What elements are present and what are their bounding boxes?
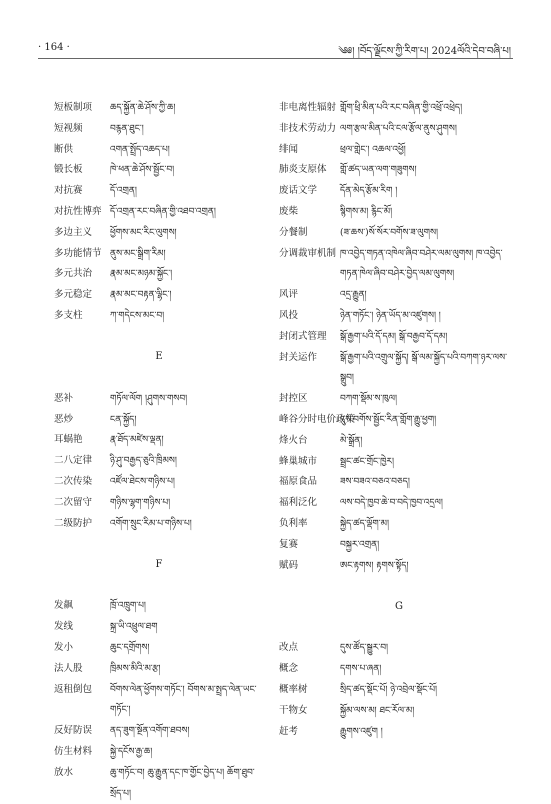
- chinese-term: 恶炒: [54, 413, 74, 425]
- glossary-entry: [54, 264, 264, 285]
- header-rule: [38, 58, 513, 59]
- chinese-term: 反好防误: [54, 725, 93, 737]
- glossary-entry: [54, 140, 264, 161]
- glossary-entry: [54, 285, 264, 306]
- tibetan-translation: སྐྱོམ་ལས་མ། ཐང་རོལ་མ།: [340, 705, 415, 716]
- tibetan-translation: རྣམ་མང་བརྟན་ལྷིང་།: [110, 290, 172, 301]
- tibetan-translation: ཆུང་དགྲོགས།: [110, 642, 150, 653]
- tibetan-translation: གཏོལ་ལོག །ཤུགས་གསབ།: [110, 393, 188, 404]
- chinese-term: 短视频: [54, 122, 83, 134]
- tibetan-translation: ཀ་གདེངས་མང་བ།: [110, 310, 165, 321]
- chinese-term: 概念: [279, 663, 299, 675]
- tibetan-translation: དོན་མེད་རྩོམ་རིག །: [340, 186, 398, 197]
- chinese-term: 峰谷分时电价政策: [279, 413, 356, 425]
- tibetan-translation: སྒོ་རྒྱག་པའི་འགྲུལ་སྐྱོད། སྒོ་ལམ་སྐྱོད་པའི་བཀག་ཉར་ལས་སྒྲུབ།: [340, 352, 507, 384]
- glossary-entry: [54, 763, 264, 804]
- glossary-entry: [279, 223, 519, 244]
- chinese-term: 二八定律: [54, 455, 93, 467]
- glossary-entry: [279, 452, 519, 473]
- tibetan-translation: འདྲ་རྒྱུན།: [340, 290, 367, 301]
- chinese-term: 赋码: [279, 559, 299, 571]
- glossary-entry: [54, 223, 264, 244]
- chinese-term: 仿生材料: [54, 745, 93, 757]
- glossary-entry: [279, 285, 519, 306]
- tibetan-translation: དོ་འགྲན་རང་བཞིན་གྱི་འཐབ་འགྲན།: [110, 206, 216, 217]
- glossary-entry: [54, 742, 264, 763]
- glossary-entry: [279, 306, 519, 327]
- glossary-entry: [279, 140, 519, 161]
- glossary-entry: [279, 472, 519, 493]
- chinese-term: 分调裁审机制: [279, 247, 337, 259]
- tibetan-translation: རྣམ་མང་མཉམ་སྐྱོང་།: [110, 269, 173, 280]
- glossary-entry: [279, 202, 519, 223]
- tibetan-translation: ཁ་འབྱེད་གཏན་འཁེལ་ཞིབ་བཤེར་ལམ་ལུགས། ཁ་འབྱེད་གཏན་ཁེལ་ཞིབ་བཤེར་བྱེད་ལམ་ལུགས།: [340, 248, 503, 280]
- tibetan-translation: ཕྲལ་གླེང་། འཆལ་འཕྱོ།: [340, 144, 406, 155]
- chinese-term: 二级防护: [54, 517, 93, 529]
- glossary-entry: [54, 659, 264, 680]
- glossary-entry: [279, 722, 519, 743]
- chinese-term: 概率树: [279, 683, 308, 695]
- tibetan-translation: རྣ་ཐོད་མཛེས་ལྡན།: [110, 435, 164, 446]
- tibetan-translation: སྲིད་ཚད་སྡོང་པོ། ཉེ་འབྲེལ་སྡོང་པོ།: [340, 684, 437, 695]
- glossary-entry: [54, 596, 264, 617]
- tibetan-translation: ནད་ཟུག་སྔོན་འགོག་ཐབས།: [110, 726, 190, 737]
- chinese-term: 非电离性辐射: [279, 102, 337, 113]
- chinese-term: 发小: [54, 641, 74, 653]
- chinese-term: 复赛: [279, 538, 299, 550]
- chinese-term: 发飙: [54, 600, 74, 612]
- glossary-entry: [54, 721, 264, 742]
- tibetan-translation: ལག་རྩལ་མིན་པའི་ངལ་རྩོལ་ནུས་ཤུགས།: [340, 123, 457, 134]
- glossary-entry: [54, 680, 264, 722]
- chinese-term: 放水: [54, 766, 74, 778]
- section-letter: G: [395, 600, 403, 612]
- glossary-entry: [54, 160, 264, 181]
- chinese-term: 短板制项: [54, 102, 93, 113]
- chinese-term: 多支柱: [54, 309, 83, 321]
- chinese-term: 锻长板: [54, 164, 83, 176]
- glossary-entry: [279, 556, 519, 577]
- chinese-term: 风评: [279, 289, 299, 301]
- chinese-term: 废柴: [279, 205, 299, 217]
- tibetan-translation: མེ་སྒྲོན།: [340, 435, 363, 446]
- glossary-entry: [54, 617, 264, 638]
- chinese-term: 废话文学: [279, 185, 318, 197]
- tibetan-translation: འགན་སྤྲོད་འཆད་པ།: [110, 144, 170, 155]
- tibetan-translation: གློ་ཚད་ཡན་ལག་གཟུགས།: [340, 165, 417, 176]
- chinese-term: 封闭式管理: [279, 330, 327, 342]
- tibetan-translation: ཨང་རྟགས། རྟགས་སྟོད།: [340, 560, 409, 571]
- chinese-term: 对抗赛: [54, 185, 83, 197]
- glossary-entry: [54, 410, 264, 431]
- page-number: · 164 ·: [38, 42, 70, 53]
- tibetan-translation: ཆད་སྐྱོན་ཆེ་ཤོས་ཀྱི་ཆ།: [110, 103, 176, 113]
- chinese-term: 分餐制: [279, 226, 308, 238]
- glossary-entry: [54, 389, 264, 410]
- tibetan-translation: བརྙན་ཐུང་།: [110, 123, 144, 134]
- glossary-entry: [279, 160, 519, 181]
- glossary-entry: [54, 451, 264, 472]
- chinese-term: 多边主义: [54, 226, 93, 238]
- glossary-entry: [279, 535, 519, 556]
- tibetan-translation: སྦྲང་ཚང་གྲོང་ཁྱེར།: [340, 456, 394, 467]
- glossary-entry: [54, 638, 264, 659]
- glossary-entry: [279, 98, 519, 119]
- tibetan-translation: དོ་འགྲན།: [110, 186, 137, 197]
- running-head: ༄༅། །བོད་ལྗོངས་ཀྱི་རིག་པ། 2024ལོའི་དེབ་བཞི་པ།: [338, 46, 511, 57]
- tibetan-translation: ལས་བདེ་ཁྱབ་ཆེ་བ་བདེ་ཁྱབ་འདྲལ།: [340, 498, 443, 509]
- glossary-entry: [279, 410, 519, 431]
- chinese-term: 耳蜗艳: [54, 434, 83, 446]
- tibetan-translation: ནུས་མང་སྒྲིག་རིམ།: [110, 248, 166, 259]
- chinese-term: 非技术劳动力: [279, 122, 337, 134]
- tibetan-translation: དགས་པ་ཞན།: [340, 664, 382, 675]
- tibetan-translation: དུས་བགོས་སྦྱོང་རིན་གློག་རྒྱུ་ཕྱག།: [340, 414, 437, 425]
- tibetan-translation: ཆུ་གཏོང་བ། ཆུ་རྒྱུན་དང་ཁ་གྱོང་བྱེད་པ། ཆོག་ཐུབ་སྲོད་པ།: [110, 767, 255, 799]
- chinese-term: 风投: [279, 309, 299, 321]
- glossary-entry: [54, 493, 264, 514]
- glossary-entry: [279, 389, 519, 410]
- glossary-entry: [279, 680, 519, 701]
- right-column: [279, 98, 519, 742]
- chinese-term: 福利泛化: [279, 497, 318, 509]
- chinese-term: 多功能情节: [54, 247, 102, 259]
- glossary-entry: [54, 98, 264, 119]
- tibetan-translation: (ཟ་ཆས་)སོ་སོར་བགོས་ཟ་ལུགས།: [340, 227, 439, 238]
- glossary-entry: [279, 514, 519, 535]
- glossary-entry: [279, 348, 519, 390]
- left-column: [54, 98, 264, 804]
- section-letter: F: [155, 558, 163, 570]
- glossary-entry: [279, 701, 519, 722]
- glossary-entry: [279, 181, 519, 202]
- tibetan-translation: ཁྲིམས་མིའི་མ་རྩ།: [110, 663, 161, 674]
- chinese-term: 封关运作: [279, 351, 318, 363]
- glossary-entry: [54, 430, 264, 451]
- chinese-term: 返租倒包: [54, 683, 93, 695]
- glossary-entry: [54, 472, 264, 493]
- tibetan-translation: བཀག་སྡོམ་ས་ཁུལ།: [340, 394, 397, 405]
- glossary-entry: [54, 119, 264, 140]
- tibetan-translation: ཉི་ཤུ་བརྒྱད་ཅུའི་ཁྲིམས།: [110, 456, 177, 467]
- tibetan-translation: ངན་སྐྱོད།: [110, 414, 137, 425]
- tibetan-translation: བོགས་ལེན་ཕྱོགས་གཏོང་། བོགས་མ་སྤྲད་ལེན་ཡང་གཏོང་།: [110, 684, 257, 716]
- tibetan-translation: ཕྱོགས་མང་རིང་ལུགས།: [110, 227, 177, 238]
- chinese-term: 发线: [54, 621, 74, 633]
- tibetan-translation: རྒྱུགས་འཛུག །: [340, 726, 383, 737]
- tibetan-translation: ཟས་བཟའ་བཅའ་བཅད།: [340, 477, 410, 488]
- tibetan-translation: འཛོལ་ཐེངས་གཉིས་པ།: [110, 476, 175, 487]
- glossary-entry: [279, 431, 519, 452]
- chinese-term: 多元共治: [54, 268, 93, 280]
- glossary-entry: [279, 493, 519, 514]
- tibetan-translation: དུས་ཚོད་སྒྱུར་བ།: [340, 643, 389, 654]
- chinese-term: 对抗性博弈: [54, 205, 102, 217]
- glossary-entry: [279, 119, 519, 140]
- tibetan-translation: གློག་ཕྲི་མིན་པའི་རང་བཞིན་གྱི་འཕྲོ་འཕྲེད།: [340, 103, 463, 113]
- chinese-term: 恶补: [54, 392, 74, 404]
- chinese-term: 蜂巢城市: [279, 455, 318, 467]
- glossary-entry: [279, 659, 519, 680]
- glossary-entry: [54, 244, 264, 265]
- tibetan-translation: འགོག་སྲུང་རིམ་པ་གཉིས་པ།: [110, 518, 192, 529]
- chinese-term: 赶考: [279, 725, 299, 737]
- tibetan-translation: ཉེན་གཏོང་། ཉེན་ཡོད་མ་འཛུགས། །: [340, 310, 441, 321]
- chinese-term: 肺炎支原体: [279, 164, 327, 176]
- section-letter: E: [155, 351, 163, 363]
- chinese-term: 法人股: [54, 662, 83, 674]
- tibetan-translation: སྙིགས་མ། རྙིང་མོ།: [340, 206, 393, 217]
- chinese-term: 封控区: [279, 393, 308, 405]
- chinese-term: 二次留守: [54, 496, 93, 508]
- chinese-term: 二次传染: [54, 475, 93, 487]
- tibetan-translation: བསྐྱར་འགྲན།: [340, 539, 380, 550]
- tibetan-translation: ཁེ་ཕན་ཆེ་ཤོས་སྦྱོང་བ།: [110, 165, 175, 176]
- chinese-term: 改点: [279, 642, 299, 654]
- glossary-entry: [54, 181, 264, 202]
- glossary-entry: [54, 202, 264, 223]
- glossary-entry: [279, 244, 519, 286]
- glossary-entry: [54, 306, 264, 327]
- chinese-term: 负利率: [279, 517, 308, 529]
- glossary-entry: [279, 327, 519, 348]
- chinese-term: 多元稳定: [54, 289, 93, 301]
- glossary-entry: [279, 638, 519, 659]
- chinese-term: 断供: [54, 143, 74, 155]
- tibetan-translation: སྐྲ་ཡི་འཕྲུལ་ཐག: [110, 622, 158, 633]
- chinese-term: 干物女: [279, 704, 308, 716]
- chinese-term: 绯闻: [279, 143, 299, 155]
- tibetan-translation: སྒོ་རྒྱག་པའི་དོ་དམ། སྒོ་བརྒྱབ་དོ་དམ།: [340, 331, 448, 342]
- chinese-term: 烽火台: [279, 434, 308, 446]
- tibetan-translation: སྐྱེ་དངོས་རྒྱ་ཆ།: [110, 746, 153, 757]
- glossary-entry: [54, 514, 264, 535]
- tibetan-translation: ཁྲོ་འཁྲུག་པ།: [110, 601, 146, 612]
- tibetan-translation: གཉིས་ལྷག་གཉིས་པ།: [110, 497, 171, 508]
- chinese-term: 福原食品: [279, 476, 318, 488]
- tibetan-translation: སྐྱེད་ཚད་ལྡོག་མ།: [340, 518, 389, 529]
